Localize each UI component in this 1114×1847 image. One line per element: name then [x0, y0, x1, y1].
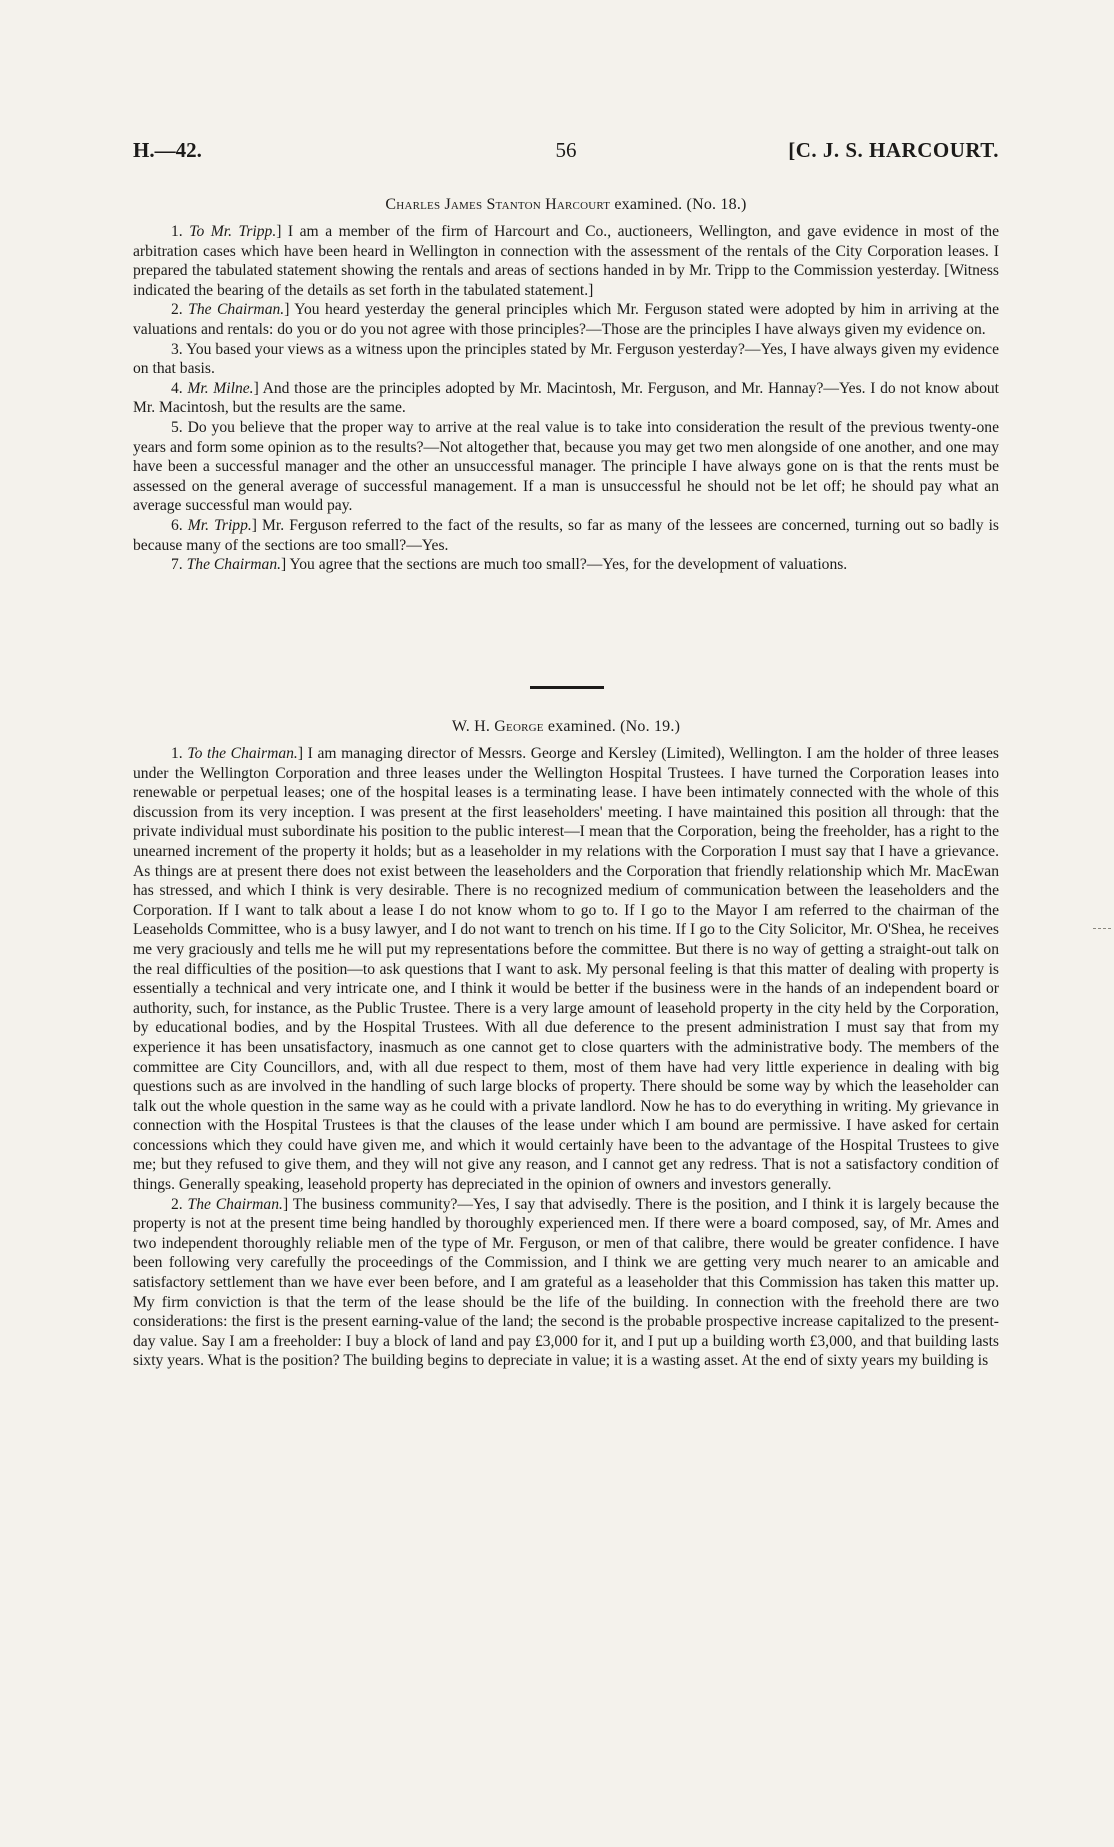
heading-suffix: examined. (No. 19.): [543, 718, 681, 735]
testimony-paragraph: [133, 555, 999, 575]
question-number: 2.: [171, 1195, 188, 1213]
speaker-name: The Chairman.: [188, 301, 285, 319]
speaker-name: To the Chairman.: [187, 745, 298, 762]
question-number: 7.: [171, 556, 187, 574]
testimony-body-harcourt: [133, 222, 999, 575]
testimony-paragraph: [133, 516, 999, 555]
speaker-name: Mr. Tripp.: [187, 516, 252, 534]
question-number: 1.: [171, 745, 188, 762]
question-number: 4.: [171, 379, 188, 397]
document-reference: H.—42.: [133, 138, 202, 162]
running-head: [C. J. S. HARCOURT.: [788, 138, 999, 162]
witness-name: Charles James Stanton Harcourt: [385, 196, 611, 213]
question-number: 3.: [171, 340, 187, 358]
speaker-name: The Chairman.: [187, 1195, 283, 1213]
speaker-name: The Chairman.: [186, 556, 282, 574]
testimony-paragraph: [133, 379, 999, 418]
testimony-text: ] I am managing director of Messrs. George and Kersley (Limited), Wellington. I am the holder of three leases under the Wellington Corporation and three leases under the Wellington Hospital Trustees. I have turned the Corporation leases into renewable or perpetual leases; one of the hospital leases is a terminating lease. I have been intimately connected with the whole of this discussion from its very inception. I was present at the first leaseholders' meeting. I have maintained this position all through: that the private individual must subordinate his position to the public interest—I mean that the Corporation, being the freeholder, has a right to the unearned increment of the property it holds; but as a leaseholder in my relations with the Corporation I must say that I have a grievance. As things are at present there does not exist between the leaseholders and the Corporation that friendly relationship which Mr. MacEwan has stressed, and which I think is very desirable. There is no recognized medium of communication between the leaseholders and the Corporation. If I want to talk about a lease I do not know whom to go to. If I go to the Mayor I am referred to the chairman of the Leaseholds Committee, who is a busy lawyer, and I do not want to trench on his time. If I go to the City Solicitor, Mr. O'Shea, he receives me very graciously and tells me he will put my representations before the committee. But there is no way of getting a straight-out talk on the real difficulties of the position—to ask questions that I want to ask. My personal feeling is that this matter of dealing with property is essentially a technical and very intricate one, and I think it would be better if the business were in the hands of an independent board or authority, such, for instance, as the Public Trustee. There is a very large amount of leasehold property in the city held by the Corporation, by educational bodies, and by the Hospital Trustees. With all due deference to the present administration I must say that from my experience it has been unsatisfactory, inasmuch as one cannot get to close quarters with the administrative body. The members of the committee are City Councillors, and, with all due respect to them, most of them have had very little experience in dealing with big questions such as are involved in the handling of such large blocks of property. There should be some way by which the leaseholder can talk out the whole question in the same way as he could with a private landlord. Now he has to do everything in writing. My grievance in connection with the Hospital Trustees is that the clauses of the lease under which I am bound are permissive. I have asked for certain concessions which they could have given me, and which it would certainly have been to the advantage of the Hospital Trustees to give me; but they refused to give them, and they will not give any reason, and I cannot get any redress. That is not a satisfactory condition of things. Generally speaking, leasehold property has depreciated in the opinion of owners and investors generally.: [133, 745, 999, 1194]
testimony-text: ] And those are the principles adopted by Mr. Macintosh, Mr. Ferguson, and Mr. Hannay?—Yes. I do not know about Mr. Macintosh, but the results are the same.: [133, 379, 999, 417]
question-number: 2.: [171, 301, 189, 319]
page-number: 56: [555, 138, 577, 162]
testimony-text: ] You agree that the sections are much too small?—Yes, for the development of valuations.: [281, 556, 848, 574]
testimony-text: ] I am a member of the firm of Harcourt and Co., auctioneers, Wellington, and gave evidence in most of the arbitration cases which have been heard in Wellington in connection with the assessment of the rentals of the City Corporation leases. I prepared the tabulated statement showing the rentals and areas of sections handed in by Mr. Tripp to the Commission yesterday. [Witness indicated the bearing of the details as set forth in the tabulated statement.]: [133, 223, 999, 299]
witness-name: W. H. George: [451, 718, 544, 735]
testimony-text: ] You heard yesterday the general principles which Mr. Ferguson stated were adopted by him in arriving at the valuations and rentals: do you or do you not agree with those principles?—Those are the principles I have always given my evidence on.: [133, 301, 999, 338]
testimony-paragraph: [133, 300, 999, 339]
speaker-name: To Mr. Tripp.: [189, 223, 277, 240]
testimony-paragraph: [133, 1195, 999, 1371]
testimony-body-george: [133, 744, 999, 1371]
section-heading-george: [133, 718, 999, 736]
testimony-text: ] The business community?—Yes, I say that advisedly. There is the position, and I think it is largely because the property is not at the present time being handled by thoroughly experienced men. If there were a board composed, say, of Mr. Ames and two independent thoroughly reliable men of the type of Mr. Ferguson, or men of that calibre, there would be greater confidence. I have been following very carefully the proceedings of the Commission, and I think we are getting very much nearer to an amicable and satisfactory settlement than we have ever been before, and I am grateful as a leaseholder that this Commission has taken this matter up. My firm conviction is that the term of the lease should be the life of the building. In connection with the freehold there are two considerations: the first is the present earning-value of the land; the second is the probable prospective increase capitalized to the present-day value. Say I am a freeholder: I buy a block of land and pay £3,000 for it, and I put up a building worth £3,000, and that building lasts sixty years. What is the position? The building begins to depreciate in value; it is a wasting asset. At the end of sixty years my building is: [133, 1195, 1000, 1370]
section-heading-harcourt: [133, 196, 999, 214]
testimony-text: Do you believe that the proper way to arrive at the real value is to take into consideration the result of the previous twenty-one years and form some opinion as to the results?—Not altogether that, because you may get two men alongside of one another, and one may have been a successful manager and the other an unsuccessful manager. The principle I have always gone on is that the rents must be assessed on the general average of successful management. If a man is unsuccessful he should not be let off; he should pay what an average successful man would pay.: [133, 418, 1000, 515]
section-divider: [530, 686, 604, 689]
question-number: 5.: [171, 418, 188, 436]
page-header: [133, 138, 999, 168]
margin-mark: [1093, 928, 1111, 929]
testimony-paragraph: [133, 222, 999, 300]
testimony-text: You based your views as a witness upon the principles stated by Mr. Ferguson yesterday?—Yes, I have always given my evidence on that basis.: [133, 340, 999, 378]
heading-suffix: examined. (No. 18.): [610, 196, 747, 213]
question-number: 6.: [171, 516, 188, 534]
testimony-text: ] Mr. Ferguson referred to the fact of the results, so far as many of the lessees are concerned, turning out so badly is because many of the sections are too small?—Yes.: [133, 516, 999, 554]
speaker-name: Mr. Milne.: [187, 379, 254, 397]
testimony-paragraph: [133, 340, 999, 379]
testimony-paragraph: [133, 418, 999, 516]
testimony-paragraph: [133, 744, 999, 1195]
question-number: 1.: [171, 223, 190, 240]
